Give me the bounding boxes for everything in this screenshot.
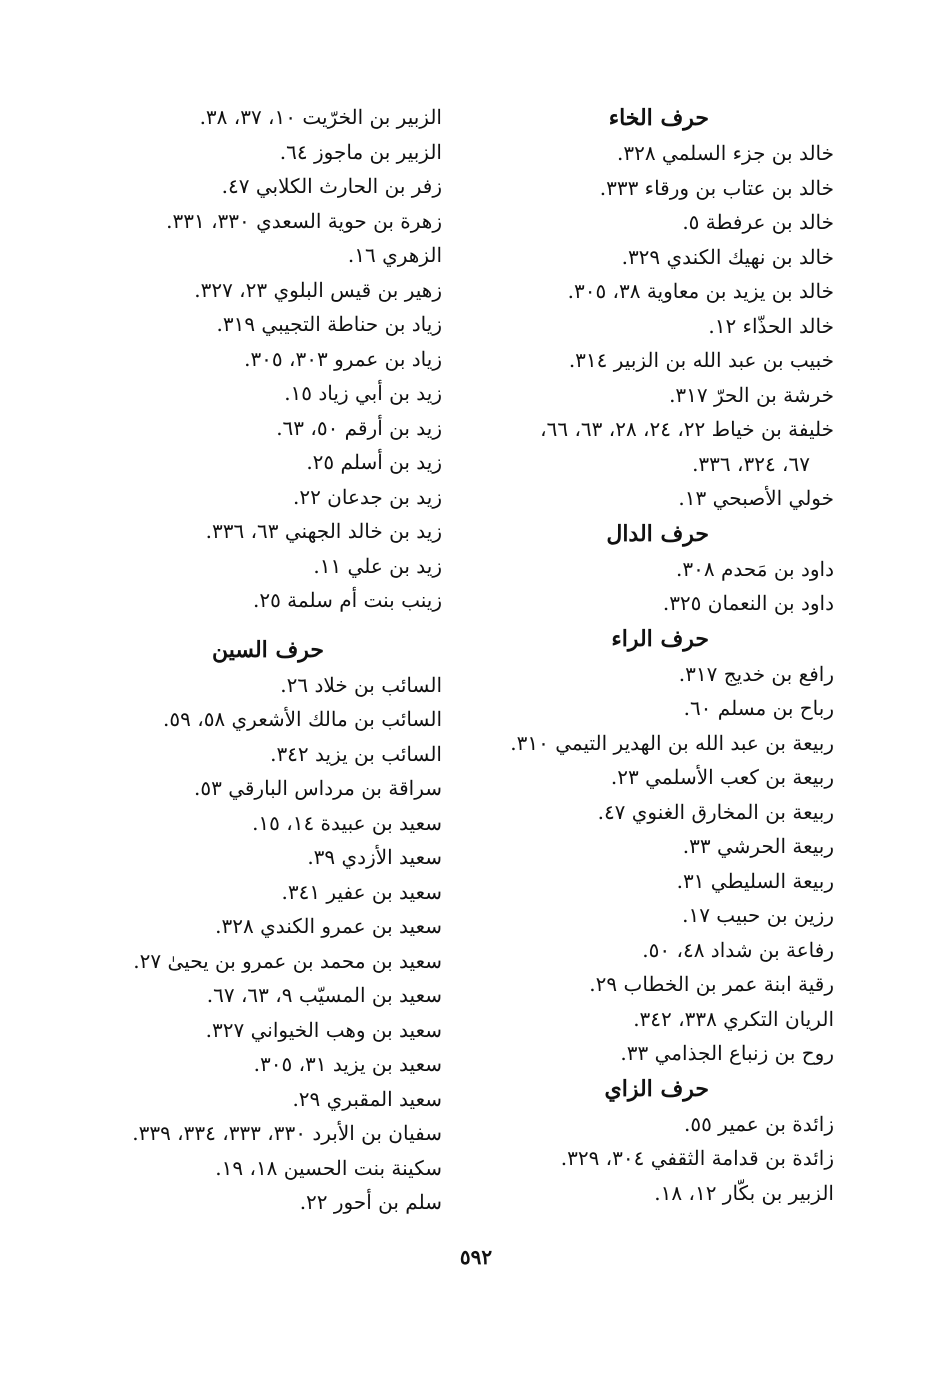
index-entry: ربيعة السليطي ٣١. (676, 868, 834, 893)
section-heading: حرف الزاي (604, 1075, 709, 1102)
index-entry: سعيد بن المسيّب ٩، ٦٣، ٦٧. (206, 983, 442, 1007)
index-entry: سفيان بن الأبرد ٣٣٠، ٣٣٣، ٣٣٤، ٣٣٩. (132, 1121, 442, 1145)
index-entry: زيد بن أرقم ٥٠، ٦٣. (276, 415, 442, 440)
index-entry: الزبير بن ماجوز ٦٤. (279, 139, 442, 164)
index-entry: سعيد المقبري ٢٩. (292, 1086, 442, 1111)
index-entry: سعيد الأزدي ٣٩. (307, 845, 442, 869)
page-number: ٥٩٢ (459, 1245, 493, 1269)
index-entry: خولي الأصبحي ١٣. (678, 486, 834, 510)
index-entry: زيد بن جدعان ٢٢. (292, 484, 442, 509)
index-entry: زينب بنت أم سلمة ٢٥. (252, 588, 442, 612)
index-entry: سعيد بن عمرو الكندي ٣٢٨. (215, 914, 442, 938)
index-entry: الريان التكري ٣٣٨، ٣٤٢. (633, 1006, 834, 1031)
index-entry: خالد بن جزء السلمي ٣٢٨. (616, 141, 834, 165)
index-entry: رافع بن خديج ٣١٧. (678, 661, 834, 686)
index-entry: زائدة بن عمير ٥٥. (683, 1111, 834, 1136)
index-entry: خرشة بن الحرّ ٣١٧. (669, 382, 834, 407)
section-heading: حرف الراء (611, 625, 709, 652)
index-entry: زياد بن حناطة التجيبي ٣١٩. (216, 312, 442, 336)
index-entry: خالد بن نهيك الكندي ٣٢٩. (621, 244, 834, 269)
index-entry: الزهري ١٦. (347, 243, 442, 267)
index-entry: زهير بن قيس البلوي ٢٣، ٣٢٧. (194, 277, 442, 302)
index-entry: داود بن النعمان ٣٢٥. (662, 591, 834, 615)
index-entry: خالد بن عرفطة ٥. (682, 210, 834, 234)
index-entry: سعيد بن يزيد ٣١، ٣٠٥. (253, 1052, 442, 1076)
index-entry: الزبير بن الخرّيت ١٠، ٣٧، ٣٨. (199, 105, 442, 129)
index-entry: زيد بن خالد الجهني ٦٣، ٣٣٦. (205, 519, 442, 543)
index-column-right (474, 100, 834, 1210)
index-entry: ربيعة الحرشي ٣٣. (682, 834, 834, 858)
index-entry: رقية ابنة عمر بن الخطاب ٢٩. (589, 972, 834, 996)
index-entry: خالد بن عتاب بن ورقاء ٣٣٣. (599, 175, 834, 200)
index-column-left (102, 100, 442, 1220)
index-entry: سلم بن أحور ٢٢. (299, 1190, 442, 1214)
index-entry: سعيد بن عبيدة ١٤، ١٥. (252, 810, 442, 835)
index-entry: خليفة بن خياط ٢٢، ٢٤، ٢٨، ٦٣، ٦٦، (540, 417, 834, 441)
index-entry: السائب بن مالك الأشعري ٥٨، ٥٩. (163, 707, 442, 731)
index-entry: زيد بن أبي زياد ١٥. (284, 381, 442, 405)
index-entry-continuation: ٦٧، ٣٢٤، ٣٣٦. (692, 451, 810, 476)
index-entry: السائب بن خلاد ٢٦. (280, 672, 442, 697)
index-entry: زائدة بن قدامة الثقفي ٣٠٤، ٣٢٩. (560, 1146, 834, 1170)
index-entry: سكينة بنت الحسين ١٨، ١٩. (215, 1155, 442, 1180)
index-entry: خالد بن يزيد بن معاوية ٣٨، ٣٠٥. (567, 279, 834, 303)
index-entry: رباح بن مسلم ٦٠. (683, 696, 834, 720)
index-entry: سعيد بن محمد بن عمرو بن يحيىٰ ٢٧. (133, 948, 442, 973)
index-entry: داود بن مَحدم ٣٠٨. (676, 556, 834, 581)
index-entry: ربيعة بن المخارق الغنوي ٤٧. (597, 799, 834, 824)
index-entry: زيد بن علي ١١. (313, 553, 442, 578)
index-entry: رزين بن حبيب ١٧. (682, 903, 834, 927)
index-entry: زهرة بن حوية السعدي ٣٣٠، ٣٣١. (166, 208, 442, 233)
index-entry: زيد بن أسلم ٢٥. (306, 450, 442, 474)
index-entry: خبيب بن عبد الله بن الزبير ٣١٤. (568, 348, 834, 372)
index-entry: رفاعة بن شداد ٤٨، ٥٠. (642, 937, 834, 962)
index-entry: زفر بن الحارث الكلابي ٤٧. (221, 174, 442, 198)
index-entry: سراقة بن مرداس البارقي ٥٣. (194, 776, 442, 800)
index-entry: خالد الحذّاء ١٢. (708, 313, 834, 338)
section-heading: حرف الخاء (608, 105, 709, 131)
index-entry: ربيعة بن كعب الأسلمي ٢٣. (610, 765, 834, 789)
index-entry: سعيد بن عفير ٣٤١. (281, 879, 442, 904)
index-entry: ربيعة بن عبد الله بن الهدير التيمي ٣١٠. (510, 730, 834, 755)
index-entry: زياد بن عمرو ٣٠٣، ٣٠٥. (244, 346, 442, 371)
index-entry: السائب بن يزيد ٣٤٢. (270, 741, 442, 766)
section-heading: حرف السين (211, 636, 324, 663)
section-heading: حرف الدال (606, 520, 709, 547)
index-entry: روح بن زنباع الجذامي ٣٣. (620, 1041, 834, 1065)
index-entry: سعيد بن وهب الخيواني ٣٢٧. (205, 1017, 442, 1042)
index-entry: الزبير بن بكّار ١٢، ١٨. (654, 1180, 834, 1205)
